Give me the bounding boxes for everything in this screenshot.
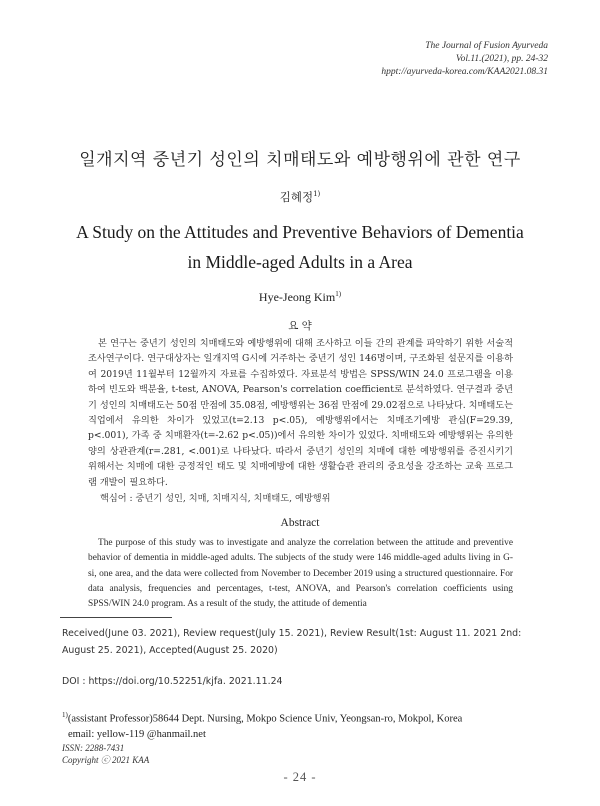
abstract-english-heading: Abstract bbox=[280, 517, 320, 529]
copyright: Copyright ⓒ 2021 KAA bbox=[62, 755, 150, 765]
author-korean-footnote-mark: 1) bbox=[313, 190, 321, 199]
title-english-line1: A Study on the Attitudes and Preventive Behaviors of Dementia bbox=[76, 222, 524, 242]
author-english bbox=[0, 290, 600, 305]
affiliation-text: (assistant Professor)58644 Dept. Nursing, Mokpo Science Univ, Yeongsan-ro, Mokpol, Korea bbox=[67, 713, 463, 725]
journal-volume: Vol.11.(2021), pp. 24-32 bbox=[455, 54, 548, 64]
journal-header bbox=[381, 40, 548, 79]
journal-url: hppt://ayurveda-korea.com/KAA2021.08.31 bbox=[381, 67, 548, 77]
issn: ISSN: 2288-7431 bbox=[62, 743, 125, 753]
issn-block bbox=[62, 742, 149, 766]
author-affiliation bbox=[62, 708, 462, 742]
abstract-korean bbox=[88, 336, 513, 490]
received-dates: Received(June 03. 2021), Review request(July 15. 2021), Review Result(1st: August 11. 2021 2nd: August 25. 2021), Accepted(August 25. 2020) bbox=[62, 628, 522, 656]
abstract-korean-text: 본 연구는 중년기 성인의 치매태도와 예방행위에 대해 조사하고 이들 간의 관계를 파악하기 위한 서술적 조사연구이다. 연구대상자는 일개지역 G시에 거주하는 중년기 성인 146명이며, 구조화된 설문지를 이용하여 2019년 11월부터 12월까지 자료를 수집하였다. 자료분석 방법은 SPSS/WIN 24.0 프로그램을 이용하여 빈도와 백분율, t-test, ANOVA, Pearson's correlation coefficient로 분석하였다. 연구결과 중년기 성인의 치매태도는 50점 만점에 35.08점, 예방행위는 36점 만점에 29.02점으로 나타났다. 치매태도는 직업에서 유의한 차이가 있었고(t=2.13 p<.05), 예방행위에서는 치매조기예방 관심(F=29.39, p<.001), 가족 중 치매환자(t=-2.62 p<.05))에서 유의한 차이가 있었다. 치매태도와 예방행위는 유의한 양의 상관관계(r=.281, <.001)로 나타났다. 따라서 중년기 성인의 치매에 대한 예방행위를 증진시키기 위해서는 치매에 대한 긍정적인 태도 및 치매예방에 대한 생활습관 관리의 중요성을 강조하는 교육 프로그램 개발이 필요하다. bbox=[88, 338, 513, 488]
affiliation-footnote-mark: 1) bbox=[62, 711, 68, 719]
author-korean-name: 김혜정 bbox=[279, 190, 314, 204]
page-number: - 24 - bbox=[283, 770, 317, 784]
title-english-line2: in Middle-aged Adults in a Area bbox=[187, 252, 413, 272]
author-korean bbox=[0, 189, 600, 205]
doi: DOI : https://doi.org/10.52251/kjfa. 2021.11.24 bbox=[62, 676, 283, 687]
journal-name: The Journal of Fusion Ayurveda bbox=[425, 41, 548, 51]
abstract-english-text: The purpose of this study was to investigate and analyze the correlation between the attitude and preventive behavior of dementia in middle-aged adults. The subjects of the study were 146 middle-aged adults living in G-si, one area, and the data were collected from November to December 2019 using a structured questionnaire. For data analysis, frequencies and percentages, t-test, ANOVA, and Pearson's correlation coefficients using SPSS/WIN 24.0 program. As a result of the study, the attitude of dementia bbox=[88, 538, 513, 610]
abstract-english bbox=[88, 536, 513, 612]
keywords-korean: 핵심어 : 중년기 성인, 치매, 치매지식, 치매태도, 예방행위 bbox=[100, 493, 331, 504]
title-english bbox=[40, 217, 560, 277]
author-english-name: Hye-Jeong Kim bbox=[258, 290, 336, 304]
title-korean: 일개지역 중년기 성인의 치매태도와 예방행위에 관한 연구 bbox=[79, 150, 521, 170]
abstract-korean-heading: 요 약 bbox=[288, 320, 312, 332]
author-email: email: yellow-119 @hanmail.net bbox=[68, 728, 206, 740]
footnote-divider bbox=[60, 617, 172, 618]
author-english-footnote-mark: 1) bbox=[335, 290, 342, 298]
